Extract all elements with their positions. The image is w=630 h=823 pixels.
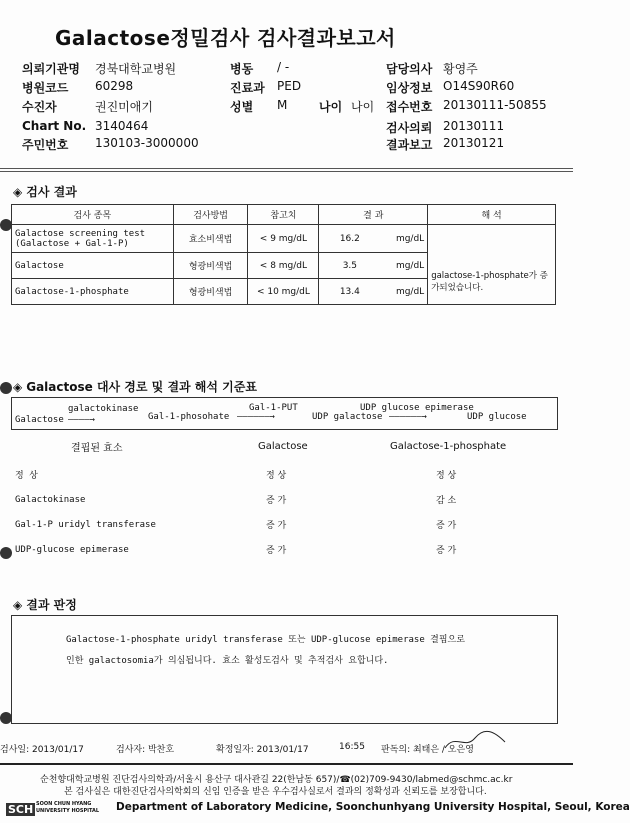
table-row <box>11 462 556 487</box>
id-value: 130103-3000000 <box>95 136 199 150</box>
enzyme-label: galactokinase <box>68 404 139 414</box>
arrow-icon: ——————→ <box>237 412 275 422</box>
test-ref: < 9 mg/dL <box>248 225 319 253</box>
col-header: 검사 종목 <box>12 205 174 225</box>
physician-label: 담당의사 <box>386 62 433 76</box>
enzyme-cell: Galactokinase <box>15 494 86 505</box>
hospital-code-value: 60298 <box>95 79 134 93</box>
logo-text: SOON CHUN HYANG <box>36 801 92 807</box>
binder-hole <box>0 382 12 394</box>
divider <box>0 171 573 172</box>
sex-value: M <box>277 98 288 112</box>
pathway-heading: ◈ Galactose 대사 경로 및 결과 해석 기준표 <box>13 380 257 394</box>
criteria-header-row <box>11 430 556 462</box>
conclusion-line: 인한 galactosomia가 의심됩니다. 효소 활성도검사 및 추적검사 요합니다. <box>66 656 389 666</box>
hospital-logo <box>6 801 116 819</box>
test-method: 효소비색법 <box>173 225 248 253</box>
signature-mark <box>440 728 510 754</box>
interpretation: galactose-1-phosphate가 증가되었습니다. <box>428 225 556 305</box>
receipt-value: 20130111-50855 <box>443 98 547 112</box>
result-unit: mg/dL <box>395 233 425 244</box>
results-table <box>11 204 556 305</box>
patient-value: 권진미애기 <box>95 100 153 114</box>
age-label: 나이 <box>319 100 343 114</box>
table-row <box>11 512 556 537</box>
report-title: Galactose정밀검사 검사결과보고서 <box>55 26 396 50</box>
logo-text: UNIVERSITY HOSPITAL <box>36 808 100 814</box>
galactose-cell: 정 상 <box>266 471 287 481</box>
test-method: 형광비색법 <box>173 279 248 305</box>
request-value: 20130111 <box>443 119 505 133</box>
sex-label: 성별 <box>230 100 254 114</box>
dept-value: PED <box>277 79 302 93</box>
reader: 판독의: 최태은 / 오은영 <box>381 745 474 755</box>
clinical-label: 임상정보 <box>386 81 433 95</box>
request-label: 검사의뢰 <box>386 121 433 135</box>
footer-address: 순천향대학교병원 진단검사의학과/서울시 용산구 대사관길 22(한남동 657)/☎(02)709-9430/labmed@schmc.ac.kr <box>40 775 513 785</box>
ward-value: / - <box>277 60 290 74</box>
result-unit: mg/dL <box>395 260 425 271</box>
col-header: 결 과 <box>319 205 428 225</box>
test-ref: < 8 mg/dL <box>248 253 319 279</box>
enzyme-cell: UDP-glucose epimerase <box>15 544 129 555</box>
substrate-label: Galactose <box>15 415 64 425</box>
enzyme-label: UDP glucose epimerase <box>360 403 474 413</box>
result-value: 3.5 <box>342 260 358 271</box>
test-item: Galactose <box>12 253 174 279</box>
substrate-label: UDP glucose <box>467 412 527 422</box>
table-row <box>11 537 556 562</box>
clinical-value: O14S90R60 <box>443 79 515 93</box>
result-unit: mg/dL <box>395 286 425 297</box>
logo-mark: SCH <box>8 803 34 816</box>
exam-date: 검사일: 2013/01/17 <box>0 745 84 755</box>
divider <box>0 168 573 169</box>
gal1p-cell: 정 상 <box>436 471 457 481</box>
report-date-label: 결과보고 <box>386 138 433 152</box>
receipt-label: 접수번호 <box>386 100 433 114</box>
conclusion-line: Galactose-1-phosphate uridyl transferase 또는 UDP-glucose epimerase 결핍으로 <box>66 635 465 645</box>
test-item: Galactose screening test (Galactose + Gal-1-P) <box>12 225 174 253</box>
enzyme-cell: Gal-1-P uridyl transferase <box>15 519 156 530</box>
institution-value: 경북대학교병원 <box>95 62 177 76</box>
report-date-value: 20130121 <box>443 136 505 150</box>
col-header: Galactose-1-phosphate <box>390 440 507 452</box>
result-value: 16.2 <box>339 233 360 244</box>
diamond-bullet-icon: ◈ <box>13 598 23 612</box>
chart-value: 3140464 <box>95 119 149 133</box>
divider <box>0 763 573 765</box>
ward-label: 병동 <box>230 62 254 76</box>
result-value: 13.4 <box>339 286 360 297</box>
col-header: 참고치 <box>248 205 319 225</box>
criteria-table <box>11 430 556 562</box>
test-method: 형광비색법 <box>173 253 248 279</box>
test-item: Galactose-1-phosphate <box>12 279 174 305</box>
physician-value: 황영주 <box>443 62 478 76</box>
gal1p-cell: 증 가 <box>436 546 457 556</box>
test-result <box>319 253 428 279</box>
test-result <box>319 225 428 253</box>
results-heading: ◈ 검사 결과 <box>13 185 77 199</box>
dept-label: 진료과 <box>230 81 265 95</box>
results-header-row <box>12 205 556 225</box>
gal1p-cell: 감 소 <box>436 496 457 506</box>
confirm-time: 16:55 <box>339 742 365 752</box>
examiner: 검사자: 박찬호 <box>116 745 175 755</box>
test-result <box>319 279 428 305</box>
col-header: Galactose <box>258 440 308 452</box>
confirm-date: 확정일자: 2013/01/17 <box>216 745 309 755</box>
footer-certification: 본 검사실은 대한진단검사의학회의 신임 인증을 받은 우수검사실로서 결과의 정확성과 신뢰도를 보장합니다. <box>64 787 487 797</box>
galactose-cell: 증 가 <box>266 521 287 531</box>
id-label: 주민번호 <box>22 138 69 152</box>
diamond-bullet-icon: ◈ <box>13 185 23 199</box>
patient-label: 수진자 <box>22 100 57 114</box>
age-value: 나이 <box>351 100 375 114</box>
enzyme-cell: 정 상 <box>15 471 38 481</box>
conclusion-box <box>11 615 558 724</box>
metabolic-pathway <box>11 397 558 430</box>
substrate-label: Gal-1-phosohate <box>148 412 230 422</box>
enzyme-label: Gal-1-PUT <box>249 403 298 413</box>
chart-label: Chart No. <box>22 119 87 133</box>
table-row <box>12 225 556 253</box>
gal1p-cell: 증 가 <box>436 521 457 531</box>
col-header: 검사방법 <box>173 205 248 225</box>
table-row <box>11 487 556 512</box>
col-header: 결핍된 효소 <box>71 442 123 454</box>
conclusion-heading: ◈ 결과 판정 <box>13 598 77 612</box>
galactose-cell: 증 가 <box>266 546 287 556</box>
galactose-cell: 증 가 <box>266 496 287 506</box>
substrate-label: UDP galactose <box>312 412 383 422</box>
hospital-code-label: 병원코드 <box>22 81 69 95</box>
test-ref: < 10 mg/dL <box>248 279 319 305</box>
institution-label: 의뢰기관명 <box>22 62 80 76</box>
arrow-icon: ————→ <box>68 415 96 425</box>
footer-department: Department of Laboratory Medicine, Soonchunhyang University Hospital, Seoul, Korea <box>116 801 630 813</box>
col-header: 해 석 <box>428 205 556 225</box>
arrow-icon: ——————→ <box>389 412 427 422</box>
diamond-bullet-icon: ◈ <box>13 380 23 394</box>
